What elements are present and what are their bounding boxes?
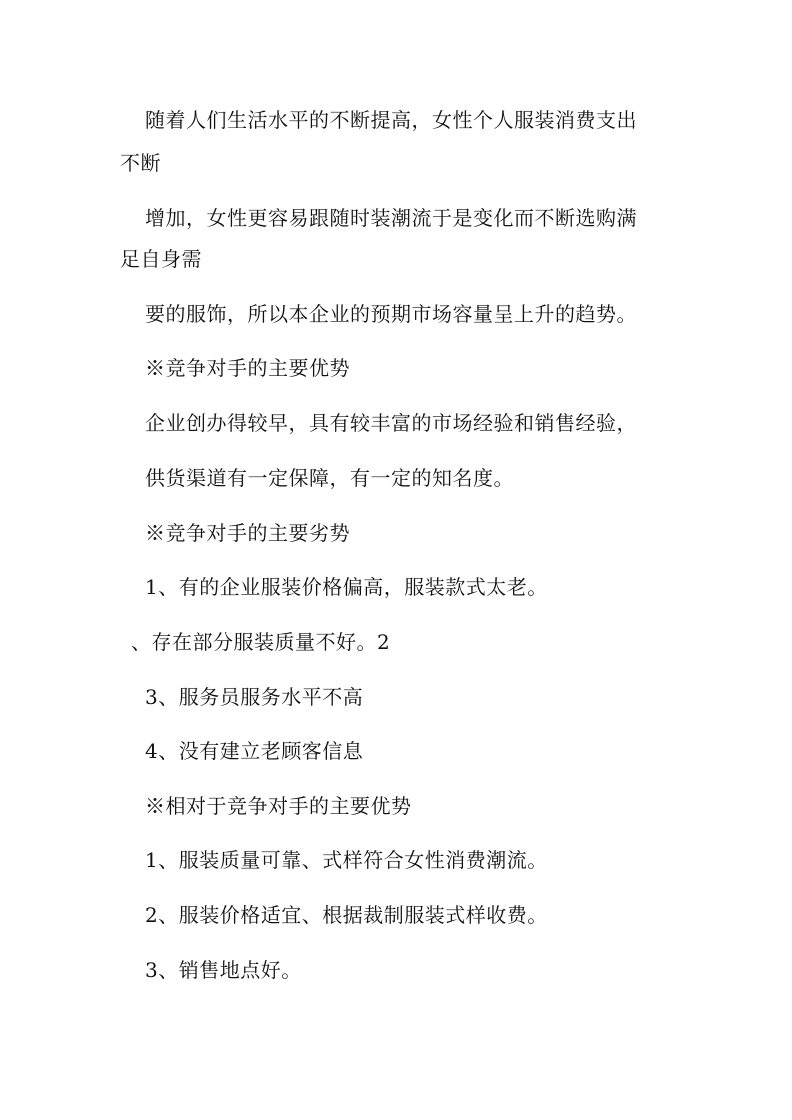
list-item-weakness-3: 3、服务员服务水平不高 [145,685,364,709]
paragraph-line-3: 增加，女性更容易跟随时装潮流于是变化而不断选购满 [145,206,637,230]
list-item-weakness-4: 4、没有建立老顾客信息 [145,739,364,763]
list-item-weakness-1: 1、有的企业服装价格偏高，服装款式太老。 [145,575,548,599]
list-item-advantage-1: 1、服装质量可靠、式样符合女性消费潮流。 [145,848,548,872]
paragraph-line-6: 企业创办得较早，具有较丰富的市场经验和销售经验， [145,411,637,435]
paragraph-line-2: 不断 [120,151,161,175]
paragraph-line-5: 要的服饰，所以本企业的预期市场容量呈上升的趋势。 [145,302,637,326]
list-item-weakness-2: 、存在部分服装质量不好。2 [131,630,391,654]
paragraph-line-1: 随着人们生活水平的不断提高，女性个人服装消费支出 [145,108,637,132]
section-heading-competitor-weaknesses: ※竞争对手的主要劣势 [145,521,350,545]
paragraph-line-7: 供货渠道有一定保障，有一定的知名度。 [145,466,514,490]
list-item-advantage-3: 3、销售地点好。 [145,958,302,982]
section-heading-our-advantages: ※相对于竞争对手的主要优势 [145,794,412,818]
section-heading-competitor-strengths: ※竞争对手的主要优势 [145,356,350,380]
paragraph-line-4: 足自身需 [120,247,202,271]
list-item-advantage-2: 2、服装价格适宜、根据裁制服装式样收费。 [145,903,548,927]
